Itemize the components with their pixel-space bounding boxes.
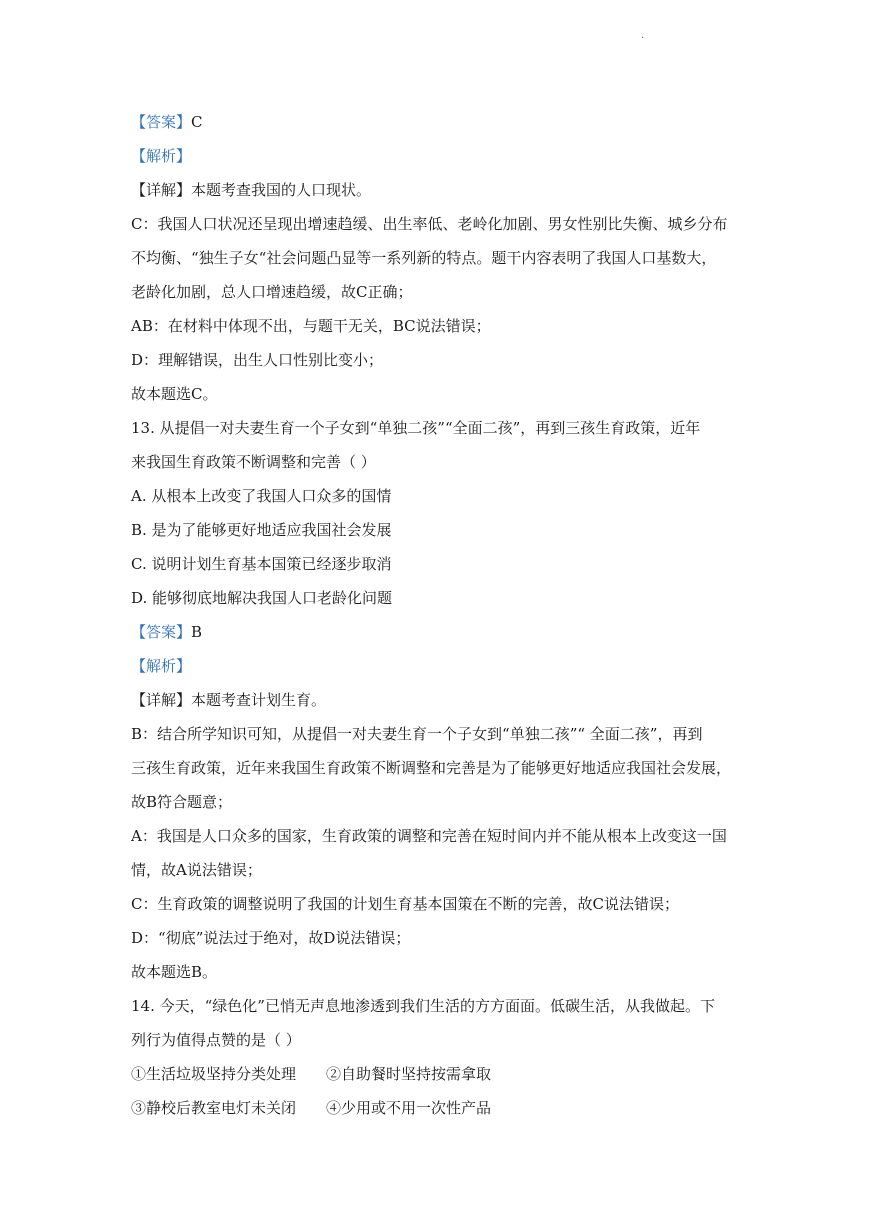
analysis-line-2 — [131, 656, 741, 676]
answer-tag: 【答案】 — [131, 623, 192, 641]
explanation-line: B：结合所学知识可知，从提倡一对夫妻生育一个子女到“单独二孩”“ 全面二孩”，再到 — [131, 725, 703, 743]
analysis-line-1 — [131, 146, 741, 166]
question-14-item-4: ④少用或不用一次性产品 — [326, 1099, 492, 1117]
analysis-tag: 【解析】 — [131, 657, 192, 675]
detail-text: 本题考查我国的人口现状。 — [191, 181, 372, 199]
explanation-line: 故本题选C。 — [131, 385, 218, 403]
explanation-line: 故B符合题意； — [131, 793, 233, 811]
answer-value: B — [191, 623, 203, 641]
header-mark: . — [641, 30, 645, 41]
detail-line-2 — [131, 690, 741, 710]
explanation-line: A：我国是人口众多的国家，生育政策的调整和完善在短时间内并不能从根本上改变这一国 — [131, 827, 727, 845]
detail-line-1 — [131, 180, 741, 200]
question-13-option-c: C. 说明计划生育基本国策已经逐步取消 — [131, 555, 392, 573]
question-14-item-1: ①生活垃圾坚持分类处理 — [131, 1065, 297, 1083]
answer-value: C — [191, 113, 203, 131]
explanation-line: 不均衡、“独生子女“社会问题凸显等一系列新的特点。题干内容表明了我国人口基数大， — [131, 249, 717, 267]
explanation-line: C：我国人口状况还呈现出增速趋缓、出生率低、老岭化加剧、男女性别比失衡、城乡分布 — [131, 215, 728, 233]
explanation-line: C：生育政策的调整说明了我国的计划生育基本国策在不断的完善，故C说法错误； — [131, 895, 679, 913]
detail-tag: 【详解】 — [131, 691, 192, 709]
answer-line-2 — [131, 622, 741, 642]
analysis-tag: 【解析】 — [131, 147, 192, 165]
explanation-line: D：“彻底”说法过于绝对，故D说法错误； — [131, 929, 411, 947]
question-14-items-row-2 — [131, 1098, 741, 1118]
question-14-items-row-1 — [131, 1064, 741, 1084]
detail-text: 本题考查计划生育。 — [191, 691, 327, 709]
explanation-line: D：理解错误，出生人口性别比变小； — [131, 351, 384, 369]
question-13-stem: 13. 从提倡一对夫妻生育一个子女到“单独二孩”“全面二孩”，再到三孩生育政策，近年 — [131, 419, 701, 437]
question-14-item-2: ②自助餐时坚持按需拿取 — [326, 1065, 492, 1083]
question-14-stem: 14. 今天，“绿色化”已悄无声息地渗透到我们生活的方方面面。低碳生活，从我做起。下 — [131, 997, 715, 1015]
question-13-option-d: D. 能够彻底地解决我国人口老龄化问题 — [131, 589, 393, 607]
answer-tag: 【答案】 — [131, 113, 192, 131]
question-14-item-3: ③静校后教室电灯未关闭 — [131, 1099, 297, 1117]
answer-line-1 — [131, 112, 741, 132]
explanation-line: 情，故A说法错误； — [131, 861, 262, 879]
detail-tag: 【详解】 — [131, 181, 192, 199]
explanation-line: 老龄化加剧，总人口增速趋缓，故C正确； — [131, 283, 413, 301]
explanation-line: 故本题选B。 — [131, 963, 218, 981]
question-14-stem: 列行为值得点赞的是（ ） — [131, 1031, 301, 1049]
question-13-option-a: A. 从根本上改变了我国人口众多的国情 — [131, 487, 392, 505]
question-13-stem: 来我国生育政策不断调整和完善（ ） — [131, 453, 376, 471]
question-13-option-b: B. 是为了能够更好地适应我国社会发展 — [131, 521, 392, 539]
explanation-line: AB：在材料中体现不出，与题干无关，BC说法错误； — [131, 317, 491, 335]
explanation-line: 三孩生育政策，近年来我国生育政策不断调整和完善是为了能够更好地适应我国社会发展， — [131, 759, 732, 777]
